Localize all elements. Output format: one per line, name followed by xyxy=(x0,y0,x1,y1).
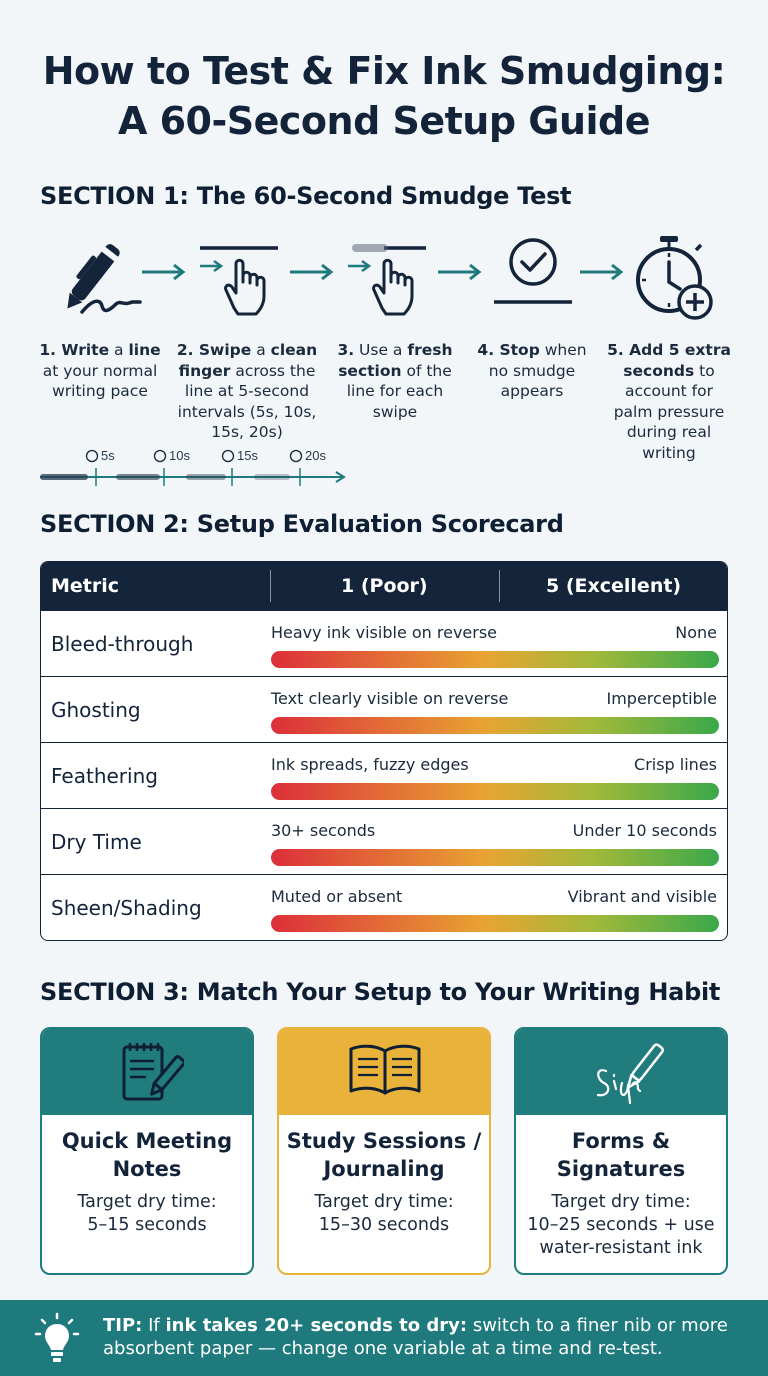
section3-heading: SECTION 3: Match Your Setup to Your Writing Habit xyxy=(40,978,721,1006)
title-line-2: A 60-Second Setup Guide xyxy=(117,99,651,143)
arrow-icon xyxy=(436,262,484,282)
step-4-rest: when no smudge appears xyxy=(488,341,587,400)
card-body-line2: 5–15 seconds xyxy=(87,1215,207,1235)
row-poor-label: Heavy ink visible on reverse xyxy=(271,623,498,642)
table-row xyxy=(41,874,727,940)
card-title-line2: Journaling xyxy=(323,1157,445,1181)
step-1-bold2: line xyxy=(128,341,161,359)
row-metric: Bleed-through xyxy=(51,632,194,656)
row-poor-label: Muted or absent xyxy=(271,887,403,906)
step-1-rest: a xyxy=(109,341,129,359)
checkmark-icon xyxy=(490,236,576,312)
arrow-icon xyxy=(140,262,188,282)
rating-gradient-bar xyxy=(271,783,719,800)
card-body xyxy=(42,1191,252,1237)
open-book-icon xyxy=(345,1039,425,1103)
pen-writing-icon xyxy=(52,232,144,322)
step-3-bold: 3. xyxy=(337,341,355,359)
finger-swipe-icon xyxy=(196,238,282,322)
timeline-label-10s: 10s xyxy=(169,448,190,463)
section2-heading: SECTION 2: Setup Evaluation Scorecard xyxy=(40,510,564,538)
row-excellent-label: Crisp lines xyxy=(634,755,717,774)
card-body-line1: Target dry time: xyxy=(77,1192,217,1212)
row-poor-label: 30+ seconds xyxy=(271,821,376,840)
timeline-label-15s: 15s xyxy=(237,448,258,463)
card-title-line1: Study Sessions / xyxy=(286,1129,482,1153)
header-divider xyxy=(499,570,500,602)
scorecard-header xyxy=(41,562,727,610)
step-4-text xyxy=(470,340,594,402)
header-metric: Metric xyxy=(51,575,120,597)
title-line-1: How to Test & Fix Ink Smudging: xyxy=(42,49,726,93)
timeline-label-20s: 20s xyxy=(305,448,326,463)
section1-heading: SECTION 1: The 60-Second Smudge Test xyxy=(40,182,572,210)
step-3-bold2: fresh section xyxy=(338,341,453,380)
arrow-icon xyxy=(578,262,626,282)
row-excellent-label: None xyxy=(675,623,717,642)
card-title-line1: Quick Meeting xyxy=(61,1129,233,1153)
table-row xyxy=(41,808,727,874)
page-title xyxy=(0,46,768,146)
card-body xyxy=(516,1191,726,1260)
tip-label: TIP: xyxy=(103,1315,143,1336)
habit-card-forms-signatures xyxy=(514,1027,728,1275)
card-title-line1: Forms & xyxy=(571,1129,671,1153)
step-5-text xyxy=(604,340,734,463)
step-2-rest: a xyxy=(251,341,271,359)
rating-gradient-bar xyxy=(271,849,719,866)
row-metric: Feathering xyxy=(51,764,158,788)
card-body-line1: Target dry time: xyxy=(314,1192,454,1212)
step-3-rest2: of the line for each swipe xyxy=(346,361,452,421)
step-4-bold: 4. Stop xyxy=(477,341,540,359)
card-body-line2: 15–30 seconds xyxy=(318,1215,450,1235)
step-1-bold: 1. Write xyxy=(39,341,110,359)
tip-banner xyxy=(0,1300,768,1376)
row-poor-label: Text clearly visible on reverse xyxy=(271,689,509,708)
step-2-text xyxy=(174,340,320,443)
lightbulb-icon xyxy=(34,1312,80,1364)
row-metric: Sheen/Shading xyxy=(51,896,202,920)
card-title-line2: Signatures xyxy=(556,1157,686,1181)
card-title xyxy=(279,1127,489,1183)
step-2-bold2: clean finger xyxy=(178,341,318,380)
card-title xyxy=(42,1127,252,1183)
rating-gradient-bar xyxy=(271,651,719,668)
header-poor: 1 (Poor) xyxy=(341,575,428,597)
table-row xyxy=(41,610,727,676)
tip-text xyxy=(103,1314,753,1360)
header-excellent: 5 (Excellent) xyxy=(546,575,682,597)
step-1-text xyxy=(38,340,162,402)
header-divider xyxy=(270,570,271,602)
step-2-bold: 2. Swipe xyxy=(176,341,252,359)
tip-pre: If xyxy=(142,1315,166,1336)
row-excellent-label: Imperceptible xyxy=(606,689,717,708)
card-body-line3: water-resistant ink xyxy=(539,1238,703,1258)
card-body-line2: 10–25 seconds + use xyxy=(527,1215,715,1235)
step-5-rest: to account for palm pressure during real writing xyxy=(613,361,725,462)
rating-gradient-bar xyxy=(271,717,719,734)
habit-card-meeting-notes xyxy=(40,1027,254,1275)
table-row xyxy=(41,742,727,808)
step-1-rest2: at your normal writing pace xyxy=(42,361,158,400)
card-header xyxy=(42,1029,252,1115)
card-header xyxy=(279,1029,489,1115)
card-title-line2: Notes xyxy=(112,1157,182,1181)
tip-rest: switch to a finer nib or more absorbent paper — change one variable at a time and re-test. xyxy=(103,1315,728,1359)
tip-bold: ink takes 20+ seconds to dry: xyxy=(165,1315,468,1336)
scorecard-table xyxy=(40,561,728,941)
habit-card-study-journaling xyxy=(277,1027,491,1275)
timeline-label-5s: 5s xyxy=(101,448,115,463)
rating-gradient-bar xyxy=(271,915,719,932)
row-excellent-label: Under 10 seconds xyxy=(572,821,717,840)
row-poor-label: Ink spreads, fuzzy edges xyxy=(271,755,469,774)
card-body xyxy=(279,1191,489,1237)
notepad-pencil-icon xyxy=(114,1037,184,1107)
card-title xyxy=(516,1127,726,1183)
fresh-swipe-icon xyxy=(344,238,430,322)
step-3-text xyxy=(332,340,458,422)
row-excellent-label: Vibrant and visible xyxy=(567,887,717,906)
step-2-rest2: across the line at 5-second intervals (5s, 10s, 15s, 20s) xyxy=(177,361,317,441)
card-body-line1: Target dry time: xyxy=(551,1192,691,1212)
signature-pen-icon xyxy=(580,1037,666,1107)
row-metric: Ghosting xyxy=(51,698,141,722)
table-row xyxy=(41,676,727,742)
step-5-bold: 5. Add 5 extra seconds xyxy=(607,341,731,380)
step-3-rest: Use a xyxy=(354,341,408,359)
card-header xyxy=(516,1029,726,1115)
row-metric: Dry Time xyxy=(51,830,142,854)
arrow-icon xyxy=(288,262,336,282)
stopwatch-plus-icon xyxy=(630,232,716,322)
